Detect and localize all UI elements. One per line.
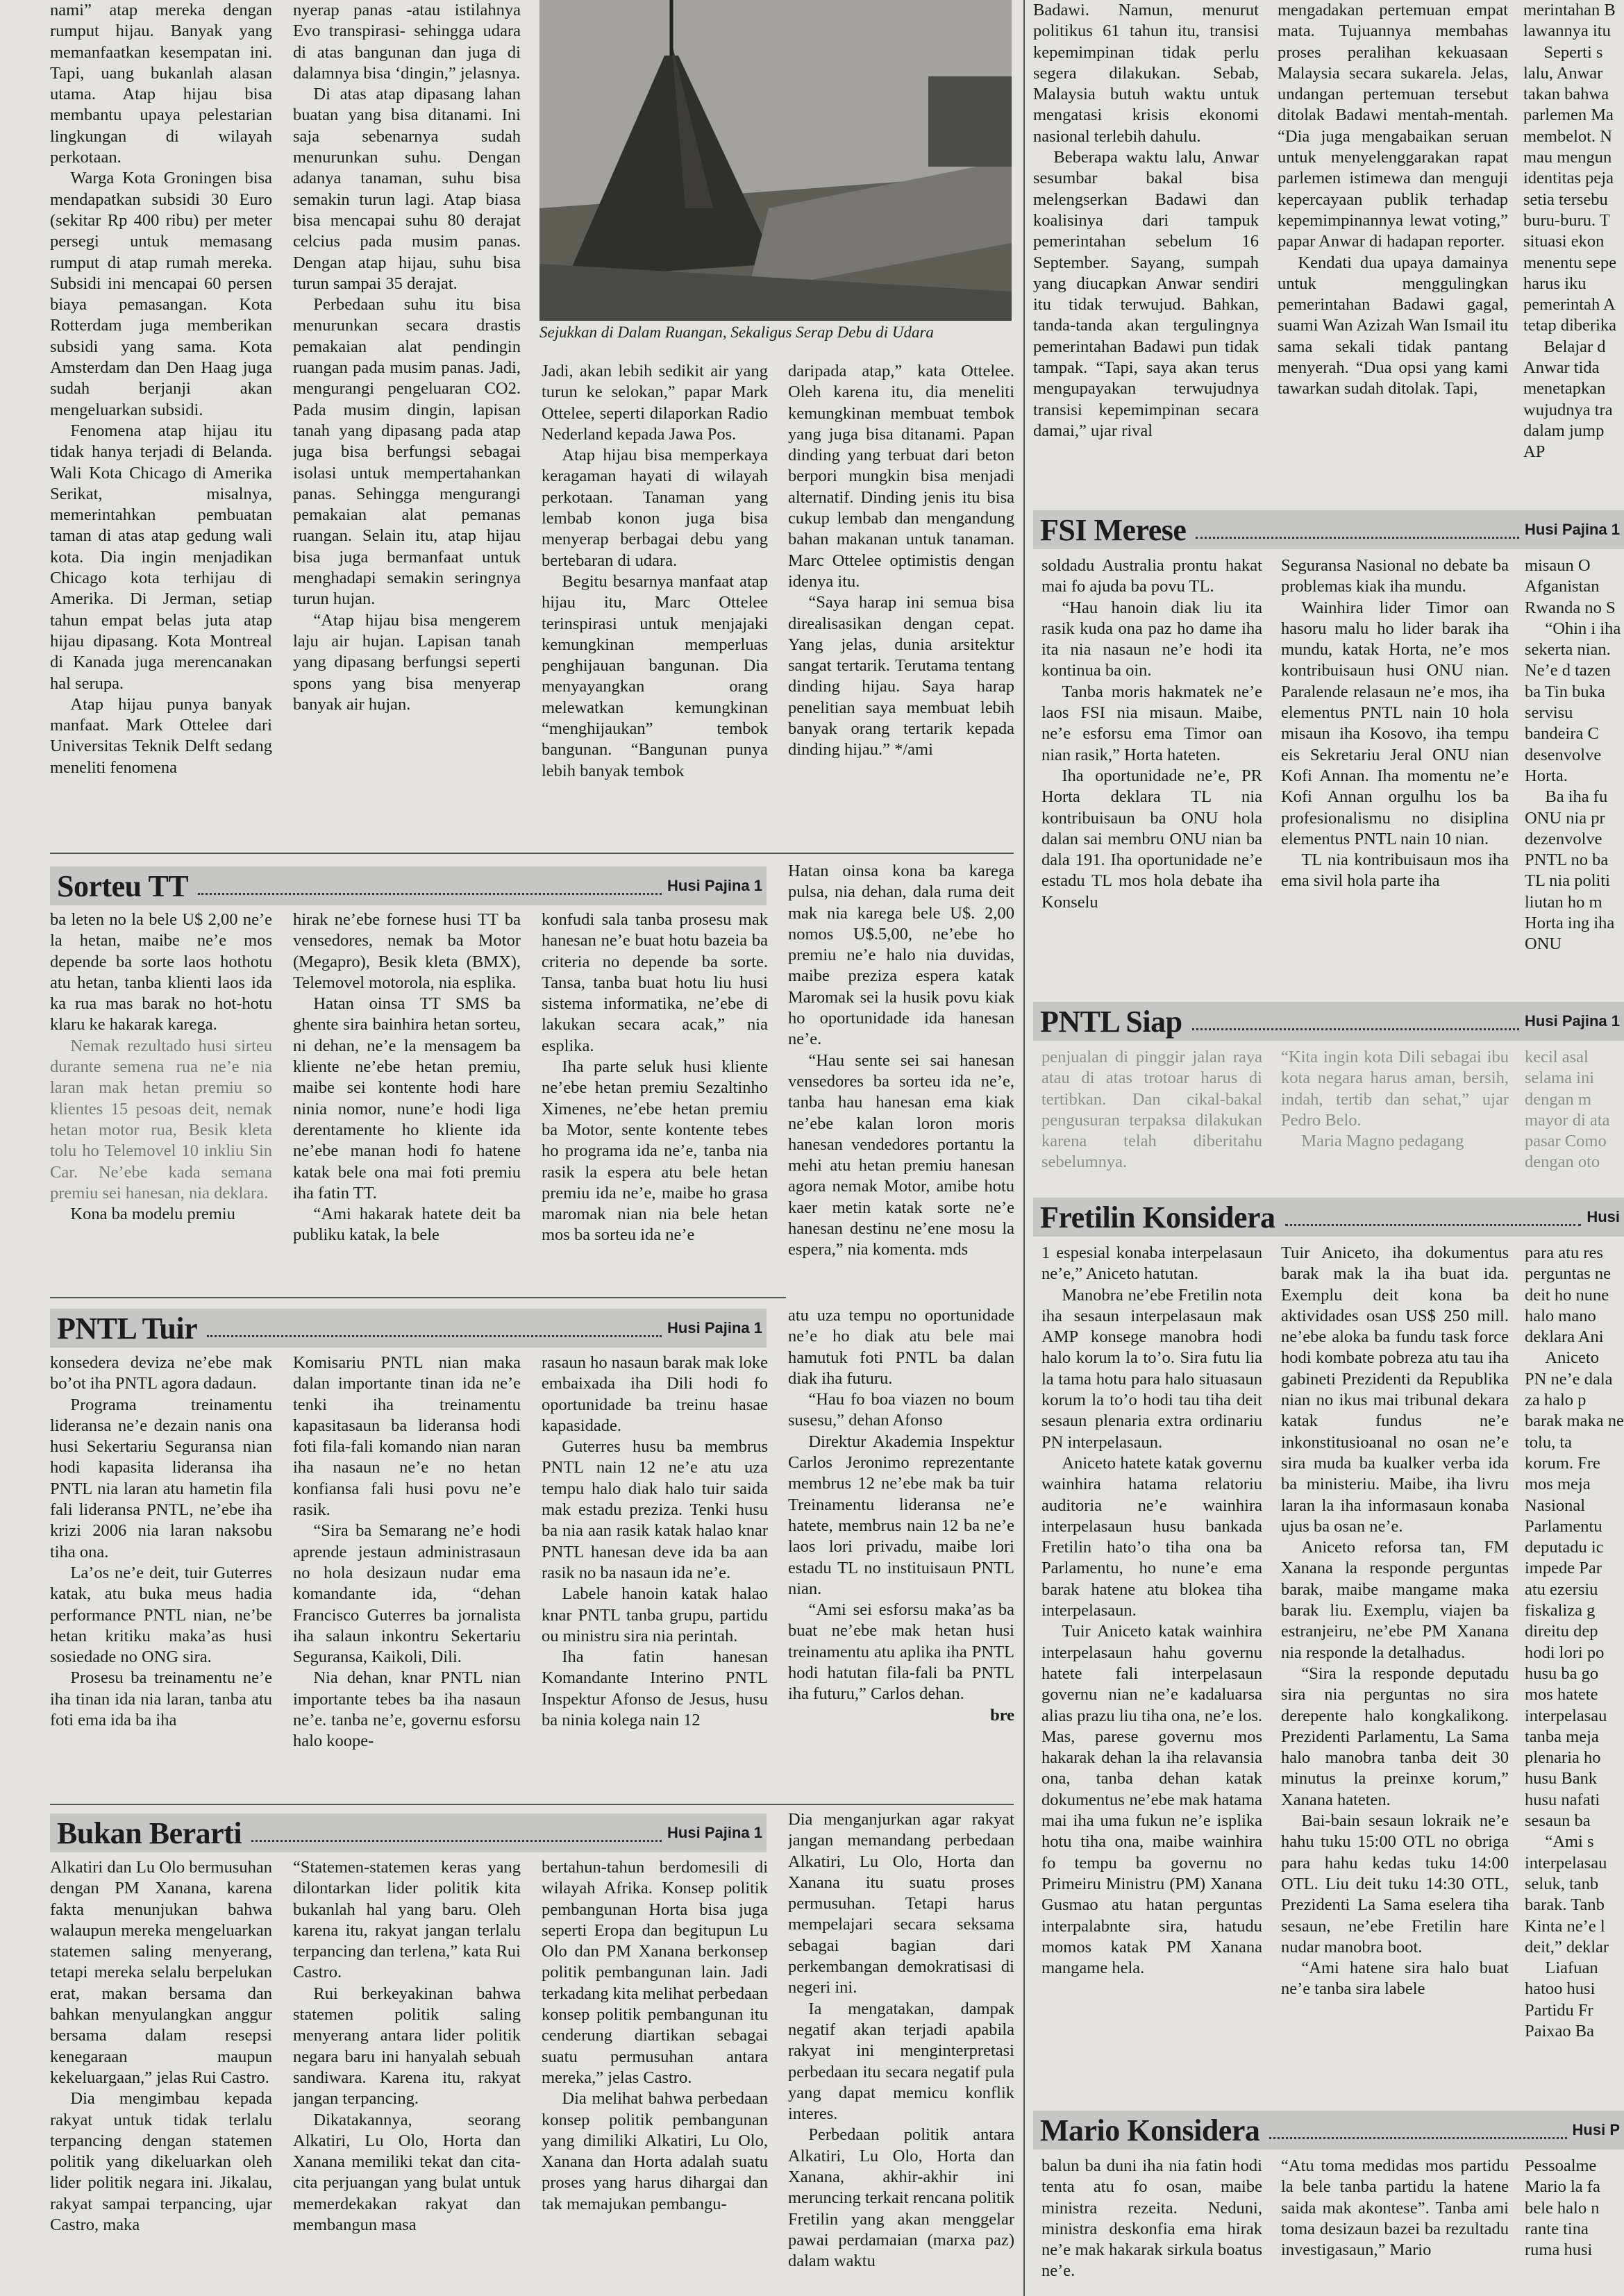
pntl-tuir-signoff: bre xyxy=(990,1705,1014,1725)
pntl-siap-col-3: kecil asal selama ini dengan m mayor di ata pasar Como dengan oto xyxy=(1525,1048,1610,1172)
fsi-title: FSI Merese xyxy=(1040,512,1187,547)
fsi-col-3: misaun O Afganistan Rwanda no S “Ohin i iha sekerta nian. Ne’e d tazen ba Tin buka servisu bandeira C desenvolve Horta. Ba iha fu ONU nia pr dezenvolve PNTL no ba TL nia politi liutan ho m Horta ing iha ONU xyxy=(1525,556,1621,954)
pntl-siap-col-1: penjualan di pinggir jalan raya atau di atas trotoar harus di tertibkan. Dan cikal-bakal pengusuran terpaksa dilakukan karena telah diberitahu sebelumnya. xyxy=(1041,1048,1262,1172)
mario-title: Mario Konsidera xyxy=(1040,2113,1260,2147)
bukan-col-1: Alkatiri dan Lu Olo bermusuhan dengan PM Xanana, karena fakta menunjukan bahwa walaupun mereka mengeluarkan statemen saling menyerang, tetapi mereka selalu berpelukan erat, makan bersama dan bahkan menyulangkan anggur bersama dalam resepsi kenegaraan maupun kekeluargaan,” jelas Rui Castro. Dia mengimbau kepada rakyat untuk tidak terlalu terpancing dengan statemen politik yang dikeluarkan oleh lider politik negara ini. Jikalau, rakyat sampai terpancing, ujar Castro, maka xyxy=(50,1858,272,2235)
top-col-4: daripada atap,” kata Ottelee. Oleh karena itu, dia meneliti kemungkinan membuat tembok yang juga bisa ditanami. Papan dinding yang terbuat dari beton berpori mungkin bisa menjadi alternatif. Dinding jenis itu bisa cukup lembab dan mengandung bahan makanan untuk tanaman. Marc Ottelee optimistis dengan idenya itu. “Saya harap ini semua bisa direalisasikan dengan cepat. Yang jelas, dunia arsitektur sangat tertarik. Terutama tentang dinding hijau. Saya harap penelitian saya membuat lebih banyak orang tertarik kepada dinding hijau.” */ami xyxy=(788,362,1014,760)
sorteu-title: Sorteu TT xyxy=(57,869,189,903)
mario-col-3: Pessoalme Mario la fa bele halo n rante tina ruma husi xyxy=(1525,2156,1600,2260)
pntl-tuir-leader xyxy=(207,1320,662,1337)
bukan-col-2: “Statemen-statemen keras yang dilontarkan lider politik kita bukanlah hal yang baru. Oleh karena itu, rakyat jangan terlalu terpancing dan terlena,” kata Rui Castro. Rui berkeyakinan bahwa statemen politik saling menyerang antara lider politik negara baru ini hanyalah sebuah sandiwara. Karena itu, rakyat jangan terpancing. Dikatakannya, seorang Alkatiri, Lu Olo, Horta dan Xanana memiliki tekat dan cita-cita perjuangan yang bulat untuk memerdekakan rakyat dan membangun masa xyxy=(293,1858,521,2235)
bukan-col-3: bertahun-tahun berdomesili di wilayah Afrika. Konsep politik pembangunan Horta bisa juga seperti Eropa dan begitupun Lu Olo dan PM Xanana berkonsep politik pembangunan lain. Jadi terkadang kita melihat perbedaan konsep politik pembangunan itu cenderung diartikan sebagai suatu permusuhan antara mereka,” jelas Castro. Dia melihat bahwa perbedaan konsep politik pembangunan yang dimiliki Alkatiri, Lu Olo, Xanana dan Horta adalah suatu proses yang harus dihargai dan tak memajukan pembangu- xyxy=(542,1858,768,2213)
top-col-2: nyerap panas -atau istilahnya Evo transpirasi- sehingga udara di atas bangunan dan juga di dalamnya bisa ‘dingin,” jelasnya. Di atas atap dipasang lahan buatan yang bisa ditanami. Ini saja sebenarnya sudah menurunkan suhu. Dengan adanya tanaman, suhu bisa semakin turun lagi. Atap biasa bisa mencapai suhu 80 derajat celcius pada musim panas. Dengan atap hijau, suhu bisa turun sampai 35 derajat. Perbedaan suhu itu bisa menurunkan secara drastis pemakaian alat pendingin ruangan pada musim panas. Jadi, mengurangi pengeluaran CO2. Pada musim dingin, lapisan tanah yang dipasang pada atap juga bisa berfungsi sebagai isolasi untuk mempertahankan panas. Sehingga mengurangi pemakaian alat pemanas ruangan. Selain itu, atap hijau bisa juga bermanfaat untuk menghadapi semakin seringnya turun hujan. “Atap hijau bisa mengerem laju air hujan. Lapisan tanah yang dipasang berfungsi seperti spons yang bisa menyerap banyak air hujan. xyxy=(293,1,521,714)
pntl-siap-header xyxy=(1033,1002,1624,1041)
fretilin-source: Husi xyxy=(1587,1208,1620,1225)
pntl-tuir-top-rule xyxy=(50,1297,786,1298)
sorteu-source: Husi Pajina 1 xyxy=(667,877,762,894)
pntl-tuir-title: PNTL Tuir xyxy=(57,1311,198,1346)
anwar-col-1: Badawi. Namun, menurut politikus 61 tahun itu, transisi kepemimpinan tidak perlu segera dilakukan. Sebab, Malaysia butuh waktu untuk mengatasi krisis ekonomi nasional terlebih dahulu. Beberapa waktu lalu, Anwar sesumbar bakal bisa melengserkan Badawi dan koalisinya dari tampuk pemerintahan sebelum 16 September. Sayang, sumpah yang diucapkan Anwar sendiri itu tidak terwujud. Bahkan, tanda-tanda akan tergulingnya pemerintahan Badawi pun tidak tampak. “Tapi, saya akan terus mengupayakan terwujudnya transisi kepemimpinan secara damai,” ujar rival xyxy=(1033,1,1259,440)
fretilin-header xyxy=(1033,1198,1624,1237)
pntl-siap-leader xyxy=(1192,1013,1519,1030)
fretilin-col-1: 1 espesial konaba interpelasaun ne’e,” Aniceto hatutan. Manobra ne’ebe Fretilin nota iha sesaun interpelasaun mak AMP konsege manobra hodi halo korum la to’o. Sira futu lia la tama hotu para halo situasaun korum la to’o hodi tau tiha deit sesaun plenaria extra ordinariu PN interpelasaun. Aniceto hatete katak governu wainhira hatama relatoriu auditoria ne’e wainhira interpelasaun husu bankada Fretilin hato’o tiha ona ba Parlamentu, ho nune’e ema barak hatene atu blokea tiha interpelasaun. Tuir Aniceto katak wainhira interpelasaun hahu governu hatete fali interpelasaun governu nian ne’e kadaluarsa alias prazu liu tiha ona, ne’e los. Mas, parese governu mos hakarak dehan la iha relavansia ona, tanba dehan katak dokumentus ne’ebe mak hatama mai iha uma fukun ne’e isplika hotu tiha ona, maibe wainhira fo tempu ba governu no Primeiru Ministru (PM) Xanana Gusmao atu hatan perguntas interpalabnte sira, hatudu momos katak PM Xanana mangame hela. xyxy=(1041,1243,1262,1978)
mario-col-2: “Atu toma medidas mos partidu la bele tanba partidu la hatene saida mak akontese”. Tanba ami toma desizaun bazei ba rezultadu investigasaun,” Mario xyxy=(1281,2156,1509,2260)
pntl-siap-source: Husi Pajina 1 xyxy=(1525,1012,1620,1030)
mario-leader xyxy=(1269,2122,1566,2139)
pntl-tuir-col-1: konsedera deviza ne’ebe mak bo’ot iha PNTL agora dadaun. Programa treinamentu lideransa ne’e dezain nanis ona husi Sekertariu Seguransa nian hodi kapasita lideransa iha PNTL nia laran atu hametin fila fali lideransa PNTL, ne’ebe iha krizi 2006 nia laran naksobu tiha ona. La’os ne’e deit, tuir Guterres katak, atu buka meus hadia performance PNTL nian, ne’be hetan kritiku maka’as husi sosiedade no ONG sira. Prosesu ba treinamentu ne’e iha tinan ida nia laran, tanba atu foti ema ida ba iha xyxy=(50,1353,272,1730)
sorteu-leader xyxy=(198,878,662,895)
pntl-tuir-header xyxy=(50,1309,767,1348)
fsi-header xyxy=(1033,510,1624,549)
column-divider xyxy=(1023,0,1025,2296)
bukan-header xyxy=(50,1813,767,1852)
anwar-col-3: merintahan B lawannya itu Seperti s lalu, Anwar takan bahwa parlemen Ma membelot. N mau mengun identitas peja setia tersebu buru-buru. T situasi ekon menentu sepe harus iku pemerintah A tetap diberika Belajar d Anwar tida menetapkan wujudnya tra dalam jump AP xyxy=(1523,1,1617,462)
fsi-col-2: Seguransa Nasional no debate ba problemas kiak iha mundu. Wainhira lider Timor oan hasoru malu ho lider barak iha mundu, katak Horta, ne’e mos kontribuisaun husi ONU nian. Paralende relasaun ne’e mos, iha elementus PNTL nain 10 hola misaun iha Kosovo, iha tempu eis Sekretariu Jeral ONU nian Kofi Annan. Iha momentu ne’e Kofi Annan orgulhu los ba profesionalismu no disiplina elementus PNTL nain 10 nian. TL nia kontribuisaun mos iha ema sivil hola parte iha xyxy=(1281,556,1509,891)
top-col-3: Jadi, akan lebih sedikit air yang turun ke selokan,” papar Mark Ottelee, seperti dilaporkan Radio Nederland kepada Jawa Pos. Atap hijau bisa memperkaya keragaman hayati di wilayah perkotaan. Tanaman yang lembab konon juga bisa menyerap berbagai debu yang bertebaran di udara. Begitu besarnya manfaat atap hijau itu, Marc Ottelee terinspirasi untuk menjajaki kemungkinan memperluas penghijauan bangunan. Dia menyayangkan orang melewatkan kemungkinan “menghijaukan” tembok bangunan. “Bangunan punya lebih banyak tembok xyxy=(542,362,768,780)
sorteu-top-rule xyxy=(50,853,1014,854)
sorteu-col-3: konfudi sala tanba prosesu mak hanesan ne’e buat hotu bazeia ba criteria no depende ba sorte. Tansa, tanba buat hotu liu husi sistema informatika, ne’ebe di lakukan secara acak,” nia esplika. Iha parte seluk husi kliente ne’ebe hetan premiu Sezaltinho Ximenes, ne’ebe hetan premiu ba Motor, sente kontente tebes ho programa ida ne’e, tanba nia rasik la espera atu bele hetan premiu ida ne’e, maibe ho grasa maromak nian nia bele hetan mos ba sorteu ida ne’e xyxy=(542,910,768,1245)
bukan-col-4: Dia menganjurkan agar rakyat jangan memandang perbedaan Alkatiri, Lu Olo, Horta dan Xanana itu suatu proses permusuhan. Tetapi harus mempelajari secara seksama sebagai bagian dari perkembangan demokratisasi di negeri ini. Ia mengatakan, dampak negatif akan terjadi apabila rakyat ini menginterpretasi perbedaan itu secara negatif pula yang dapat memicu konflik interes. Perbedaan politik antara Alkatiri, Lu Olo, Horta dan Xanana, akhir-akhir ini meruncing terkait rencana politik Fretilin yang akan menggelar pawai perdamaian (marxa paz) dalam waktu xyxy=(788,1810,1014,2271)
top-col-1: nami” atap mereka dengan rumput hijau. Banyak yang memanfaatkan kesempatan ini. Tapi, uang bukanlah alasan utama. Atap hijau bisa membantu upaya pelestarian lingkungan di wilayah perkotaan. Warga Kota Groningen bisa mendapatkan subsidi 30 Euro (sekitar Rp 400 ribu) per meter persegi untuk memasang rumput di atap rumah mereka. Subsidi ini mencapai 60 persen biaya pemasangan. Kota Rotterdam juga memberikan subsidi yang sama. Kota Amsterdam dan Den Haag juga sudah berjanji akan mengeluarkan subsidi. Fenomena atap hijau itu tidak hanya terjadi di Belanda. Wali Kota Chicago di Amerika Serikat, misalnya, memerintahkan pembuatan taman di atas atap gedung wali kota. Dia ingin menjadikan Chicago kota terhijau di Amerika. Di Jerman, setiap tahun empat belas juta atap hijau dipasang. Kota Montreal di Kanada juga merencanakan hal serupa. Atap hijau punya banyak manfaat. Mark Ottelee dari Universitas Teknik Delft sedang meneliti fenomena xyxy=(50,1,272,777)
mario-col-1: balun ba duni iha nia fatin hodi tenta atu fo osan, maibe ministra rezeita. Neduni, ministra deskonfia ema hirak ne’e mak hakarak sirkula boatus ne’e. xyxy=(1041,2156,1262,2281)
pntl-tuir-source: Husi Pajina 1 xyxy=(667,1319,762,1336)
sorteu-col-4: Hatan oinsa kona ba karega pulsa, nia dehan, dala ruma deit mak nia karega bele U$. 2,00 nomos U$.5,00, ne’ebe ho premiu ne’e halo nia duvidas, maibe preziza espera katak Maromak sei la husik povu kiak ho oportunidade ida hanesan ne’e. “Hau sente sei sai hanesan vensedores ba sorteu ida ne’e, tanba hau hanesan ema kiak ne’ebe kalan loron moris hanesan vendedores portantu la mehi atu hetan premiu hanesan agora nemak Motor, amibe hotu kaer metin katak sorte ne’e hanesan destinu ne’ene mosu la espera,” nia komenta. mds xyxy=(788,862,1014,1259)
mario-source: Husi P xyxy=(1572,2121,1620,2138)
anwar-col-2: mengadakan pertemuan empat mata. Tujuannya membahas proses peralihan kekuasaan Malaysia secara sukarela. Jelas, undangan pertemuan tersebut ditolak Badawi mentah-mentah. “Dia juga mengabaikan seruan untuk menyelenggarakan rapat parlemen istimewa dan menguji kepercayaan publik terhadap kepemimpinannya lewat voting,” papar Anwar di hadapan reporter. Kendati dua upaya damainya untuk menggulingkan pemerintahan Badawi gagal, suami Wan Azizah Wan Ismail itu sama sekali tidak pantang menyerah. “Dua opsi yang kami tawarkan sudah ditolak. Tapi, xyxy=(1278,1,1508,399)
bukan-leader xyxy=(251,1825,662,1842)
fsi-source: Husi Pajina 1 xyxy=(1525,521,1620,538)
fretilin-leader xyxy=(1285,1209,1582,1226)
pntl-tuir-col-4: atu uza tempu no oportunidade ne’e ho diak atu bele mai hamutuk foti PNTL ba dalan diak iha futuru. “Hau fo boa viazen no boum susesu,” dehan Afonso Direktur Akademia Inspektur Carlos Jeronimo reprezentante membrus 12 ne’ebe mak ba tuir Treinamentu lideransa ne’e hatete, membrus nain 12 ba ne’e laos lori privadu, maibe lori estadu TL no instituisaun PNTL nian. “Ami sei esforsu maka’as ba buat ne’ebe mak hetan husi treinamentu atu aplika iha PNTL hodi hatutan fila-fali ba PNTL iha futuru,” Carlos dehan. bre xyxy=(788,1305,1014,1797)
pntl-siap-col-2: “Kita ingin kota Dili sebagai ibu kota negara harus aman, bersih, indah, tertib dan sehat,” ujar Pedro Belo. Maria Magno pedagang xyxy=(1281,1048,1509,1151)
sorteu-header xyxy=(50,866,767,905)
pntl-tuir-col-2: Komisariu PNTL nian maka dalan importante tinan ida ne’e tenki iha treinamentu kapasitasaun ba lideransa hodi foti fila-fali komando nian naran iha nasaun ne’e no hetan konfiansa fali husi povu ne’e rasik. “Sira ba Semarang ne’e hodi aprende jestaun administrasaun no hola desizaun nudar ema komandante ida, “dehan Francisco Guterres ba jornalista iha salaun inkontru Sekertariu Seguransa, Kaikoli, Dili. Nia dehan, knar PNTL nian importante tebes ba iha nasaun ne’e. tanba ne’e, governu esforsu halo koope- xyxy=(293,1353,521,1751)
bukan-top-rule xyxy=(50,1804,1014,1805)
fretilin-col-3: para atu res perguntas ne deit ho nune halo mano deklara Ani Aniceto PN ne’e dala za halo p barak maka ne tolu, ta korum. Fre mos meja Nasional Parlamentu deputadu ic impede Par atu ezersiu fiskaliza g direitu dep hodi lori po husu ba go mos hatete interpelasau tanba meja plenaria ho husu Bank husu nafati sesaun ba “Ami s interpelasau seluk, tanb barak. Tanb Kinta ne’e l deit,” deklar Liafuan hatoo husi Partidu Fr Paixao Ba xyxy=(1525,1243,1624,2041)
sorteu-col-2: hirak ne’ebe fornese husi TT ba vensedores, nemak ba Motor (Megapro), Besik kleta (BMX), Telemovel motorola, nia esplika. Hatan oinsa TT SMS ba ghente sira bainhira hetan sorteu, ni dehan, ne’e la mensagem ba kliente ne’ebe hetan premiu, maibe sei kontente hodi hare ninia nomor, nune’e hodi liga derentamente ho kliente ida ne’ebe manan hodi fo hatene katak bele ona mai foti premiu iha fatin TT. “Ami hakarak hatete deit ba publiku katak, la bele xyxy=(293,910,521,1245)
building-photo xyxy=(539,0,1012,321)
pntl-siap-title: PNTL Siap xyxy=(1040,1004,1182,1039)
fretilin-title: Fretilin Konsidera xyxy=(1040,1200,1275,1234)
pntl-tuir-col-3: rasaun ho nasaun barak mak loke embaixada iha Dili hodi fo oportunidade ba treinu hasae kapasidade. Guterres husu ba membrus PNTL nain 12 ne’e atu uza tempu halo diak halo tuir saida mak estadu preziza. Tenki husu ba nia aan rasik katak halao knar PNTL hanesan deve ida ba aan rasik no ba nasaun ida ne’e. Labele hanoin katak halao knar PNTL tanba grupu, partidu ou ministru sira nia perintah. Iha fatin hanesan Komandante Interino PNTL Inspektur Afonso de Jesus, husu ba ninia kolega nain 12 xyxy=(542,1353,768,1730)
mario-header xyxy=(1033,2111,1624,2150)
fsi-col-1: soldadu Australia prontu hakat mai fo ajuda ba povu TL. “Hau hanoin diak liu ita rasik kuda ona paz ho dame iha ita nia nasaun ne’e hodi ita kontinua ba oin. Tanba moris hakmatek ne’e laos FSI nia misaun. Maibe, ne’e esforsu ema Timor oan nian rasik,” Horta hateten. Iha oportunidade ne’e, PR Horta deklara TL nia kontribuisaun ba ONU hola dalan sai membru ONU nian ba dala 191. Iha oportunidade ne’e estadu TL mos hola debate iha Konselu xyxy=(1041,556,1262,912)
fretilin-col-2: Tuir Aniceto, iha dokumentus barak mak la iha buat ida. Exemplu deit kona ba aktividades osan US$ 250 mill. ne’ebe aloka ba fundu task force hodi kombate pobreza atu tau iha gabineti Prezidenti da Republika nian no ikus mai tribunal dekara katak fundus ne’e inkonstitusioanal no osan ne’e sira muda ba kualker verba ida ba ministeriu. Maibe, iha livru laran la iha informasaun konaba ujus ba osan ne’e. Aniceto reforsa tan, FM Xanana la responde perguntas barak, maibe mangame maka barak liu. Exemplu, viajen ba estranjeiru, ne’ebe PM Xanana nia responde la detalhadus. “Sira la responde deputadu sira nia perguntas no sira derepente halo kongkalikong. Prezidenti Parlamentu, La Sama halo manobra tanba deit 30 minutus la preinxe korum,” Xanana hateten. Bai-bain sesaun lokraik ne’e hahu tuku 15:00 OTL no obriga para hahu kedas tuku 14:00 OTL. Liu deit tuku 14:30 OTL, Prezidenti La Sama eselera tiha sesaun, ne’ebe Fretilin hare nudar manobra boot. “Ami hatene sira halo buat ne’e tanba sira labele xyxy=(1281,1243,1509,1999)
bukan-source: Husi Pajina 1 xyxy=(667,1824,762,1841)
photo-caption: Sejukkan di Dalam Ruangan, Sekaligus Serap Debu di Udara xyxy=(539,324,934,341)
bukan-title: Bukan Berarti xyxy=(57,1816,242,1850)
sorteu-col-1: ba leten no la bele U$ 2,00 ne’e la hetan, maibe ne’e mos depende ba sorte laos hothotu atu hetan, tanba klienti laos ida ka rua mas barak no hot-hotu klaru ke hakarak karega. Nemak rezultado husi sirteu durante semena rua ne’e nia laran mak hetan premiu so klientes 15 pesoas deit, nemak hetan motor rua, Besik kleta tolu ho Telemovel 10 inkliu Sin Car. Ne’ebe kada semana premiu sei hanesan, nia deklara. Kona ba modelu premiu xyxy=(50,910,272,1224)
fsi-leader xyxy=(1196,521,1519,539)
